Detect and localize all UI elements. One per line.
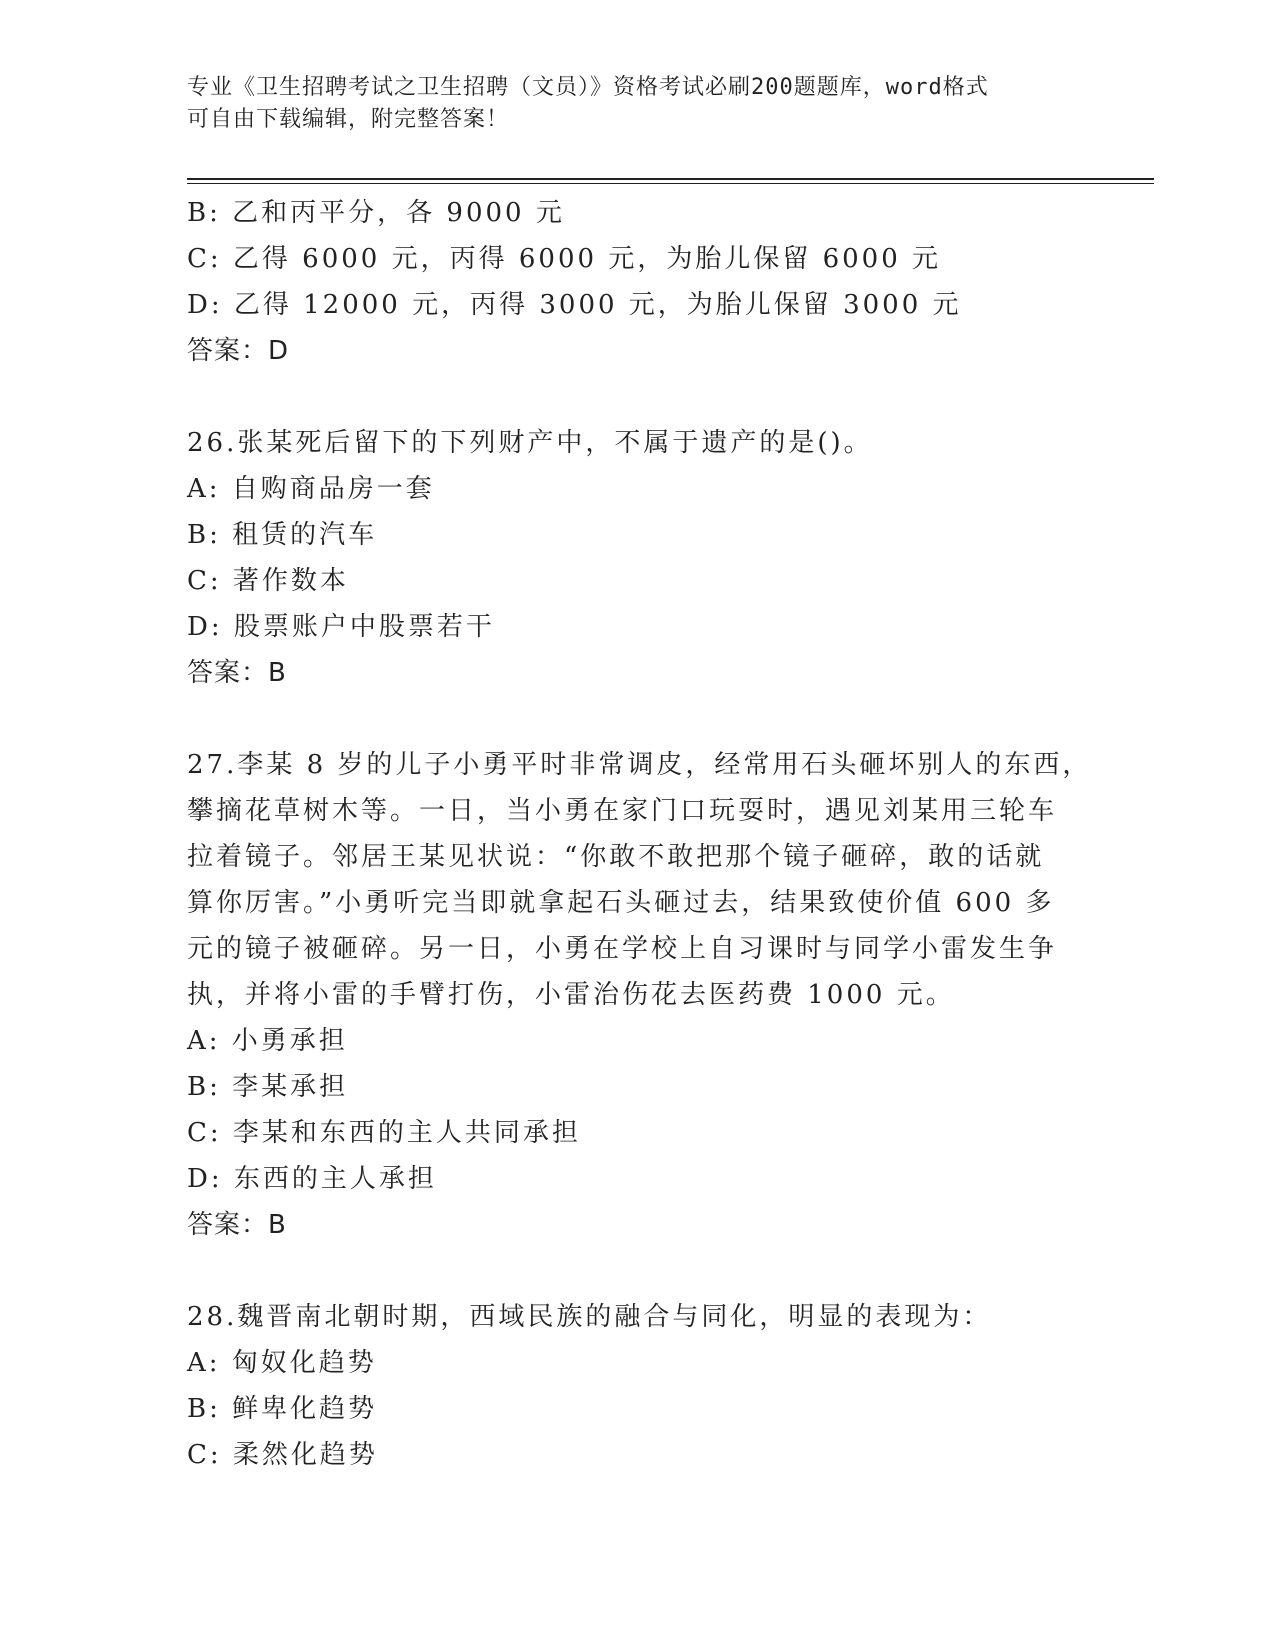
question-text-line: 执，并将小雷的手臂打伤，小雷治伤花去医药费 1000 元。 xyxy=(187,980,955,1010)
header-divider-thin xyxy=(187,183,1154,184)
document-body xyxy=(187,190,1092,1478)
answer-line: 答案：B xyxy=(187,658,287,688)
answer-line: 答案：D xyxy=(187,336,290,366)
question-text: 28.魏晋南北朝时期，西域民族的融合与同化，明显的表现为： xyxy=(187,1302,992,1332)
option-c: C: 李某和东西的主人共同承担 xyxy=(187,1118,581,1148)
option-a: A: 匈奴化趋势 xyxy=(187,1348,377,1378)
question-27 xyxy=(187,742,1092,1248)
header-title-line-1: 专业《卫生招聘考试之卫生招聘（文员）》资格考试必刷200题题库，word格式 xyxy=(187,75,989,100)
question-text-line: 算你厉害。”小勇听完当即就拿起石头砸过去，结果致使价值 600 多 xyxy=(187,888,1055,918)
question-text-line: 攀摘花草树木等。一日，当小勇在家门口玩耍时，遇见刘某用三轮车 xyxy=(187,796,1058,826)
answer-line: 答案：B xyxy=(187,1210,287,1240)
question-26 xyxy=(187,420,1067,696)
header-title-line-2: 可自由下载编辑，附完整答案！ xyxy=(187,107,510,132)
option-d: D: 东西的主人承担 xyxy=(187,1164,437,1194)
option-c: C: 著作数本 xyxy=(187,566,349,596)
question-text-line: 拉着镜子。邻居王某见状说：“你敢不敢把那个镜子砸碎，敢的话就 xyxy=(187,842,1045,872)
option-a: A: 自购商品房一套 xyxy=(187,474,435,504)
document-header xyxy=(187,72,1087,136)
question-text-line: 27.李某 8 岁的儿子小勇平时非常调皮，经常用石头砸坏别人的东西， xyxy=(187,750,1092,780)
option-c: C: 柔然化趋势 xyxy=(187,1440,378,1470)
question-25-continuation xyxy=(187,190,1067,374)
option-c: C: 乙得 6000 元，丙得 6000 元，为胎儿保留 6000 元 xyxy=(187,244,942,274)
option-b: B: 乙和丙平分，各 9000 元 xyxy=(187,198,565,228)
header-divider-thick xyxy=(187,178,1154,180)
option-d: D: 乙得 12000 元，丙得 3000 元，为胎儿保留 3000 元 xyxy=(187,290,962,320)
question-text-line: 元的镜子被砸碎。另一日，小勇在学校上自习课时与同学小雷发生争 xyxy=(187,934,1058,964)
option-b: B: 租赁的汽车 xyxy=(187,520,378,550)
option-b: B: 鲜卑化趋势 xyxy=(187,1394,378,1424)
option-d: D: 股票账户中股票若干 xyxy=(187,612,495,642)
option-b: B: 李某承担 xyxy=(187,1072,349,1102)
question-text: 26.张某死后留下的下列财产中，不属于遗产的是()。 xyxy=(187,428,873,458)
question-28 xyxy=(187,1294,1067,1478)
option-a: A: 小勇承担 xyxy=(187,1026,348,1056)
